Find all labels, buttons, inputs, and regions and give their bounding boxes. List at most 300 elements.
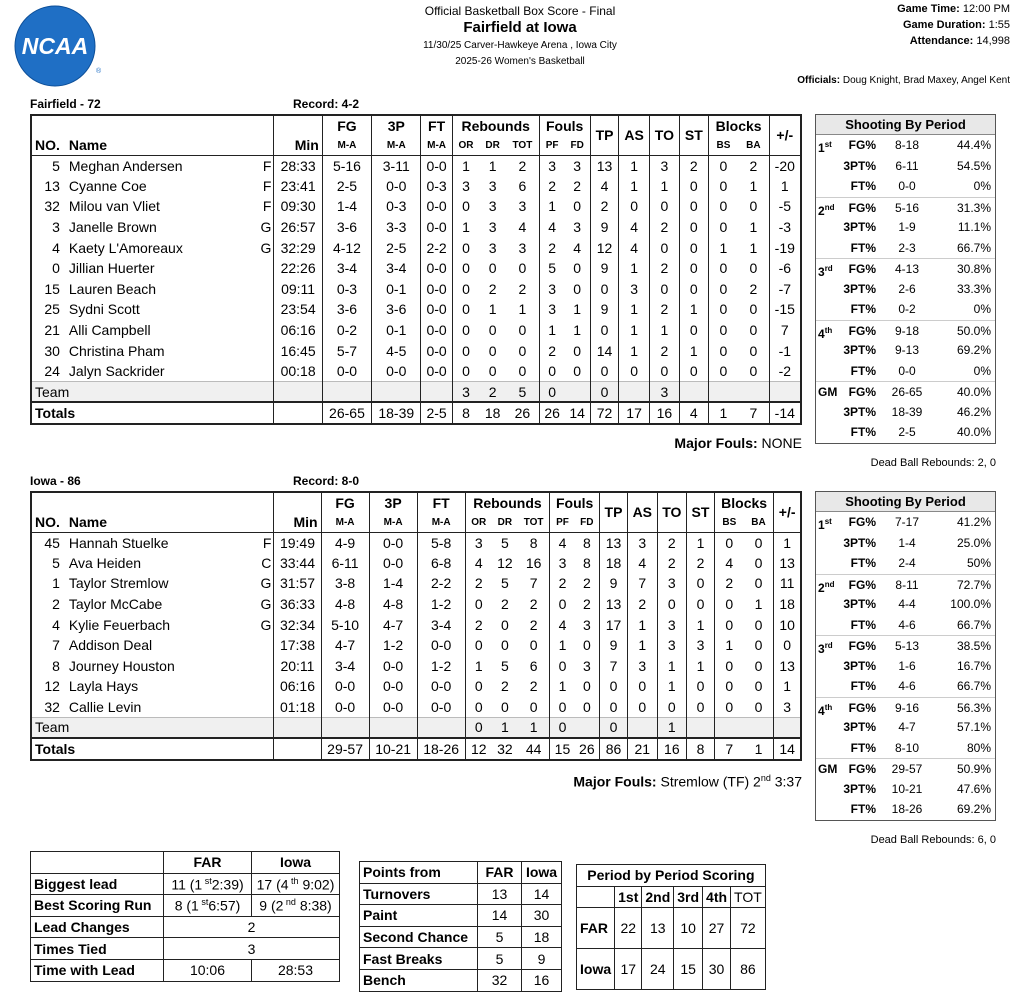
stat-cell: 2 [657, 532, 686, 553]
total-cell: 1 [744, 738, 774, 759]
stat-cell: 0 [708, 258, 738, 279]
col-made-attempted: M-A [372, 136, 421, 155]
sbp-percentage: 0% [973, 302, 991, 316]
col-no: NO. [32, 136, 66, 155]
player-row [32, 340, 800, 361]
stat-cell: 0 [627, 676, 657, 697]
col-to: TO [657, 493, 686, 532]
sbp-made-attempted: 6-11 [895, 158, 919, 173]
stat-cell: 0 [749, 362, 758, 379]
stat-cell: 3 [649, 155, 679, 176]
col-far: FAR [478, 862, 522, 884]
stat-cell: 0-0 [372, 361, 421, 382]
points-iowa: 16 [522, 969, 562, 991]
period-scoring-title: Period by Period Scoring [577, 865, 766, 887]
stat-cell: 4 [590, 176, 619, 197]
sbp-row [816, 320, 995, 341]
col-min: Min [274, 136, 322, 155]
stat-cell: 1 [488, 157, 497, 174]
col-ba: BA [744, 513, 774, 532]
stat-cell: 5 [500, 534, 509, 551]
points-far: 13 [478, 883, 522, 905]
sbp-made-attempted: 8-10 [894, 740, 920, 755]
stat-cell: 1 [539, 320, 565, 341]
sbp-made-attempted: 9-16 [894, 700, 920, 715]
stat-cell: 0-0 [417, 635, 465, 656]
sbp-stat-label: FT% [850, 740, 876, 755]
player-row [32, 614, 800, 635]
stat-cell: 0 [708, 320, 738, 341]
sbp-row [816, 135, 995, 156]
stat-cell: 16:45 [274, 340, 322, 361]
player-name: Layla Hays [68, 678, 139, 695]
stat-cell: 0 [452, 320, 479, 341]
sbp-period [816, 717, 842, 738]
player-row [32, 258, 800, 279]
player-row [32, 676, 800, 697]
stat-cell: 1 [465, 656, 492, 677]
empty-cell [769, 382, 800, 403]
stat-cell: 2 [550, 573, 575, 594]
col-fouls: Fouls [539, 116, 590, 136]
player-row [32, 656, 800, 677]
points-category: Turnovers [360, 883, 478, 905]
stat-cell: 8 [582, 554, 591, 571]
stat-cell: 3 [582, 657, 591, 674]
stat-cell: 9 [590, 258, 619, 279]
total-cell: -14 [769, 402, 800, 423]
sbp-stat-label: 3PT% [843, 343, 876, 357]
total-cell: 18-26 [417, 738, 465, 759]
stat-cell: 0 [465, 594, 492, 615]
stat-cell: 3-8 [321, 573, 369, 594]
player-row [32, 155, 800, 176]
stat-cell: 0 [539, 361, 565, 382]
stat-cell: 0-0 [421, 155, 452, 176]
sbp-percentage: 57.1% [956, 720, 991, 734]
sbp-percentage: 41.2% [956, 515, 991, 529]
total-cell: 8 [452, 402, 479, 423]
col-3p: 3P [369, 493, 417, 513]
stat-cell: 4 [573, 239, 582, 256]
sbp-made-attempted: 0-0 [898, 179, 916, 193]
best-run-iowa: 9 (2 $^{nd}$ 8:38) [252, 895, 340, 917]
sbp-title: Shooting By Period [816, 115, 995, 135]
team-record: Record: 8-0 [293, 474, 360, 488]
stat-cell: 5 [539, 258, 565, 279]
sbp-period: 4th [818, 325, 833, 341]
total-cell: 17 [619, 402, 649, 423]
player-row [32, 635, 800, 656]
player-row [32, 553, 800, 574]
empty-cell [372, 382, 421, 403]
stat-cell: 5-16 [322, 155, 371, 176]
stat-cell: 1 [679, 299, 708, 320]
sbp-row [816, 615, 995, 636]
empty-cell [274, 382, 322, 403]
empty-cell [322, 382, 371, 403]
points-from-row [360, 948, 562, 970]
stat-cell: 1 [714, 635, 743, 656]
stat-cell: 0 [714, 656, 743, 677]
stat-cell: 2 [518, 157, 527, 174]
sbp-percentage: 11.1% [957, 220, 991, 234]
total-cell: 26 [575, 738, 600, 759]
sbp-percentage: 50.0% [956, 323, 991, 338]
stat-cell: 00:18 [274, 361, 322, 382]
sbp-period [816, 238, 842, 259]
player-number: 3 [52, 219, 60, 236]
team-pts: 0 [590, 382, 619, 403]
stat-cell: 0 [649, 361, 679, 382]
points-iowa: 30 [522, 905, 562, 927]
sbp-row [816, 258, 995, 279]
stat-cell: 2 [582, 575, 591, 592]
total-cell: 86 [600, 738, 628, 759]
stat-cell: 0 [619, 196, 649, 217]
player-position: G [260, 616, 272, 633]
stat-cell: 0 [708, 279, 738, 300]
stat-cell: 7 [769, 320, 800, 341]
sbp-percentage: 47.6% [956, 781, 991, 796]
player-number: 15 [44, 280, 60, 297]
stat-cell: 0 [687, 676, 715, 697]
sbp-stat-label: FT% [850, 302, 876, 316]
stat-cell: 0 [529, 637, 538, 654]
col-made-attempted: M-A [369, 513, 417, 532]
stat-cell: 6 [518, 177, 527, 194]
empty-cell [575, 717, 600, 738]
lead-changes: 2 [164, 916, 340, 938]
stat-cell: 0 [573, 342, 582, 359]
sbp-row [816, 361, 995, 382]
player-row [32, 594, 800, 615]
stat-cell: 0 [714, 697, 743, 718]
player-name: Hannah Stuelke [68, 534, 169, 551]
stat-cell: 0 [518, 362, 527, 379]
stat-cell: 0 [600, 676, 628, 697]
sbp-period [816, 217, 842, 238]
stat-cell: 0 [708, 361, 738, 382]
col-st: ST [679, 116, 708, 155]
stat-cell: 2 [627, 594, 657, 615]
stat-cell: 23:41 [274, 176, 322, 197]
player-name: Meghan Andersen [68, 157, 183, 174]
sbp-percentage: 40.0% [956, 425, 991, 439]
col-tp: TP [590, 116, 619, 155]
empty-cell [714, 717, 743, 738]
venue-line: 11/30/25 Carver-Hawkeye Arena , Iowa City [423, 40, 617, 51]
team-dr: 1 [492, 717, 518, 738]
stat-cell: 3 [488, 219, 497, 236]
total-cell: 4 [679, 402, 708, 423]
stat-cell: -5 [769, 196, 800, 217]
player-position: F [262, 177, 272, 194]
stat-cell: 1 [679, 340, 708, 361]
sbp-row [816, 217, 995, 238]
player-position [254, 279, 274, 300]
points-iowa: 14 [522, 883, 562, 905]
total-cell: 10-21 [369, 738, 417, 759]
col-as: AS [619, 116, 649, 155]
game-summary-table: FAR Iowa Biggest lead 11 (1 $^{st}$2:39) 17 (4 $^{th}$ 9:02) Best Scoring Run 8 (1 $^{st}$6:57) 9 (2 $^{nd}$ 8:38) Lead Changes 2 Times Tied 3 Time with Lead 10:06 28:53 [30, 851, 340, 982]
stat-cell: 0 [529, 698, 538, 715]
sbp-made-attempted: 10-21 [891, 781, 923, 796]
sbp-period [816, 402, 842, 423]
empty-cell [744, 717, 774, 738]
sbp-made-attempted: 18-39 [891, 404, 923, 419]
box-score-iowa [30, 491, 802, 761]
sbp-made-attempted: 5-16 [894, 200, 920, 215]
season-line: 2025-26 Women's Basketball [455, 56, 585, 67]
empty-cell [619, 382, 649, 403]
team-dr: 2 [479, 382, 506, 403]
stat-cell: 5-7 [322, 340, 371, 361]
sbp-stat-label: FG% [848, 515, 876, 529]
player-number: 12 [44, 678, 60, 695]
stat-cell: 1 [619, 299, 649, 320]
stat-cell: 0 [708, 217, 738, 238]
stat-cell: 3 [657, 614, 686, 635]
player-row [32, 196, 800, 217]
stat-cell: 4-9 [321, 532, 369, 553]
points-iowa: 9 [522, 948, 562, 970]
player-row [32, 361, 800, 382]
stat-cell: 3 [488, 198, 497, 215]
stat-cell: 2 [500, 678, 509, 695]
sbp-made-attempted: 0-0 [898, 363, 916, 378]
stat-cell: 2 [529, 678, 538, 695]
stat-cell: 0 [649, 279, 679, 300]
header-spacer [66, 493, 254, 513]
sbp-period: GM [818, 385, 838, 399]
col-fd: FD [565, 136, 591, 155]
player-position: G [260, 596, 272, 613]
sbp-period [816, 594, 842, 615]
stat-cell: 2 [749, 280, 758, 297]
player-position: G [260, 239, 272, 256]
player-name: Taylor Stremlow [68, 575, 169, 592]
header-spacer [274, 116, 322, 136]
sbp-stat-label: FG% [848, 138, 876, 152]
total-cell: 7 [714, 738, 743, 759]
player-number: 7 [52, 637, 60, 654]
stat-cell: 0-0 [369, 532, 417, 553]
stat-cell: 8 [582, 534, 591, 551]
stat-cell: 26:57 [274, 217, 322, 238]
stat-cell: 1-2 [417, 594, 465, 615]
stat-cell: 3-11 [372, 155, 421, 176]
col-plusminus: +/- [769, 116, 800, 155]
sbp-made-attempted: 4-4 [898, 597, 916, 611]
stat-cell: 3 [488, 239, 497, 256]
col-to: TO [649, 116, 679, 155]
empty-cell [274, 738, 321, 759]
stat-cell: 2 [679, 155, 708, 176]
col-blocks: Blocks [714, 493, 773, 513]
sbp-percentage: 66.7% [956, 617, 991, 632]
sbp-stat-label: FT% [850, 617, 876, 632]
stat-cell: 7 [600, 656, 628, 677]
stat-cell: 4-5 [372, 340, 421, 361]
stat-cell: 1 [627, 614, 657, 635]
sbp-stat-label: 3PT% [843, 158, 876, 173]
stat-cell: 0-1 [372, 279, 421, 300]
stat-cell: 1 [573, 301, 582, 318]
stat-cell: 0 [649, 237, 679, 258]
total-cell: 72 [590, 402, 619, 423]
stat-cell: 0 [754, 534, 763, 551]
stat-cell: 0 [754, 554, 763, 571]
points-from-row [360, 969, 562, 991]
player-row [32, 217, 800, 238]
stat-cell: 36:33 [274, 594, 321, 615]
sbp-period: GM [818, 762, 838, 776]
player-position [254, 635, 274, 656]
stat-cell: 9 [600, 573, 628, 594]
time-lead-iowa: 28:53 [252, 959, 340, 981]
header-center [340, 3, 700, 69]
player-number: 25 [44, 301, 60, 318]
stat-cell: 1 [619, 320, 649, 341]
col-made-attempted: M-A [417, 513, 465, 532]
col-name: Name [66, 136, 254, 155]
sbp-stat-label: FG% [848, 700, 876, 715]
stat-cell: 0-0 [421, 279, 452, 300]
player-row [32, 532, 800, 553]
sbp-stat-label: FT% [850, 425, 876, 439]
stat-cell: 20:11 [274, 656, 321, 677]
stat-cell: 4-7 [369, 614, 417, 635]
stat-cell: 5-8 [417, 532, 465, 553]
stat-cell: 17 [600, 614, 628, 635]
sbp-stat-label: FT% [850, 363, 876, 378]
stat-cell: 2 [649, 258, 679, 279]
sbp-stat-label: 3PT% [843, 404, 876, 419]
stat-cell: 7 [529, 575, 538, 592]
stat-cell: 09:11 [274, 279, 322, 300]
sbp-percentage: 25.0% [956, 535, 991, 550]
sbp-percentage: 56.3% [956, 700, 991, 715]
stat-cell: 1-2 [369, 635, 417, 656]
stat-cell: 0 [582, 637, 591, 654]
sbp-percentage: 54.5% [956, 158, 991, 173]
player-name: Ava Heiden [68, 554, 142, 571]
stat-cell: 0 [488, 362, 497, 379]
stat-cell: 1 [488, 301, 497, 318]
points-far: 32 [478, 969, 522, 991]
stat-cell: 6-8 [417, 553, 465, 574]
stat-cell: 0-0 [421, 340, 452, 361]
total-cell: 8 [687, 738, 715, 759]
player-row [32, 279, 800, 300]
stat-cell: 2 [539, 176, 565, 197]
sbp-stat-label: 3PT% [843, 535, 876, 550]
box-score-fairfield [30, 114, 802, 425]
stat-cell: 32:34 [274, 614, 321, 635]
stat-cell: 0 [708, 340, 738, 361]
sbp-made-attempted: 2-4 [898, 556, 916, 570]
sbp-made-attempted: 1-9 [898, 220, 916, 234]
officials: Officials: Doug Knight, Brad Maxey, Angel Kent [797, 75, 1010, 86]
stat-cell: 0 [573, 280, 582, 297]
time-lead-far: 10:06 [164, 959, 252, 981]
shooting-by-period-iowa [815, 491, 996, 821]
total-cell: 18-39 [372, 402, 421, 423]
player-number: 0 [52, 260, 60, 277]
player-name: Lauren Beach [68, 280, 157, 297]
player-position [254, 258, 274, 279]
stat-cell: 0 [714, 532, 743, 553]
stat-cell: 4 [539, 217, 565, 238]
stat-cell: 0 [749, 342, 758, 359]
stat-cell: 5 [500, 657, 509, 674]
team-row [32, 382, 800, 403]
stat-cell: 0 [573, 260, 582, 277]
stat-cell: 0 [590, 279, 619, 300]
stat-cell: 1 [749, 177, 758, 194]
stat-cell: -7 [769, 279, 800, 300]
sbp-percentage: 66.7% [956, 679, 991, 693]
stat-cell: 0 [708, 299, 738, 320]
sbp-percentage: 33.3% [956, 281, 991, 296]
sbp-made-attempted: 26-65 [891, 385, 923, 399]
period-header: 2nd [642, 886, 674, 908]
col-plusminus: +/- [774, 493, 800, 532]
col-rebounds: Rebounds [452, 116, 539, 136]
team-abbr: FAR [577, 908, 615, 949]
stat-cell: 13 [600, 532, 628, 553]
stat-cell: 0 [518, 342, 527, 359]
sbp-percentage: 38.5% [956, 639, 991, 653]
sbp-row [816, 299, 995, 320]
stat-cell: 2 [657, 553, 686, 574]
sbp-made-attempted: 18-26 [891, 802, 923, 816]
stat-cell: 1 [749, 239, 758, 256]
points-category: Bench [360, 969, 478, 991]
stat-cell: 1 [657, 676, 686, 697]
ncaa-logo [12, 3, 100, 87]
stat-cell: 1 [619, 340, 649, 361]
sbp-stat-label: FT% [850, 802, 876, 816]
total-cell: 15 [550, 738, 575, 759]
stat-cell: 0 [550, 656, 575, 677]
sbp-period [816, 553, 842, 574]
stat-cell: 0 [488, 342, 497, 359]
period-score: 22 [615, 908, 642, 949]
player-number: 5 [52, 554, 60, 571]
stat-cell: 0-0 [421, 320, 452, 341]
total-cell: 7 [738, 402, 769, 423]
stat-cell: 0 [518, 260, 527, 277]
stat-cell: 0 [714, 594, 743, 615]
period-header: 4th [703, 886, 731, 908]
player-number: 5 [52, 157, 60, 174]
sbp-row [816, 402, 995, 423]
sbp-stat-label: FT% [850, 240, 876, 255]
stat-cell: 3 [627, 532, 657, 553]
total-cell: 29-57 [321, 738, 369, 759]
stat-cell: 0 [500, 616, 509, 633]
player-name: Jalyn Sackrider [68, 362, 165, 379]
stat-cell: 0 [452, 299, 479, 320]
sbp-stat-label: FG% [848, 262, 876, 276]
stat-cell: 3-4 [322, 258, 371, 279]
empty-cell [369, 717, 417, 738]
stat-cell: 0 [754, 657, 763, 674]
empty-cell [321, 717, 369, 738]
stat-cell: 0-3 [372, 196, 421, 217]
